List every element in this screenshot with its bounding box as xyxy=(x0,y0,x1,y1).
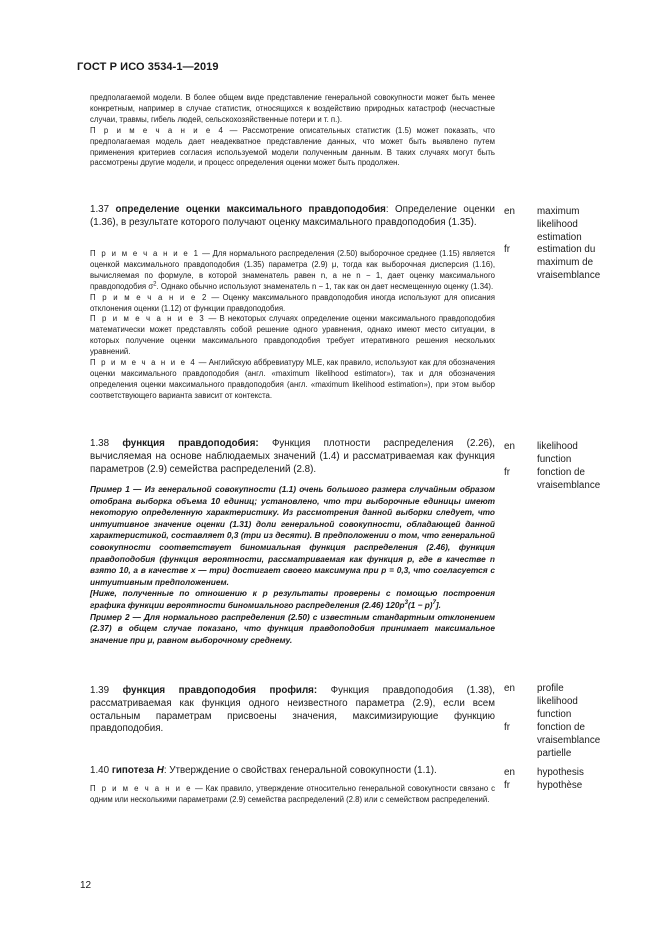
entry-1-40-notes xyxy=(90,784,495,806)
entry-1-37-note-2: П р и м е ч а н и е 2 — Оценку максимального правдоподобия иногда используют для описания отклонения оценки (1.12) от функции правдоподобия. xyxy=(90,292,495,313)
continuation-paragraph: предполагаемой модели. В более общем виде представление генеральной совокупности может быть менее конкретным, например в случае статистик, относящихся к воздействию природных катастроф (несчастные случаи, травмы, гибель людей, сельскохозяйственные потери и т. п.). xyxy=(90,93,495,124)
entry-1-38 xyxy=(90,438,495,476)
entry-1-37-note-3: П р и м е ч а н и е 3 — В некоторых случаях определение оценки максимального правдоподобия математически может представлять собой решение одного уравнения, однако имеют место ситуации, в которых получение оценки максимального правдоподобия требует итеративного решения нескольких уравнений. xyxy=(90,314,495,357)
entry-1-37-equivalent-fr: estimation du maximum de vraisemblance xyxy=(537,244,601,281)
entry-1-38-bracket-note: [Ниже, полученные по отношению к p результаты проверены с помощью построения графика функции вероятности биномиального распределения (2.46) $120p^3(1 - p)^7$]. xyxy=(90,588,495,610)
entry-1-37-note-4: П р и м е ч а н и е 4 — Английскую аббревиатуру MLE, как правило, используют как для обозначения оценки максимального правдоподобия (англ. «maximum likelihood estimator»), так и для обозначения определения оценки максимального правдоподобия (англ. «maximum likelihood estimation»), при этом выбор соответствующего варианта зависит от контекста. xyxy=(90,358,495,400)
continuation-block xyxy=(90,93,495,169)
entry-1-40-equivalent-en: hypothesis xyxy=(537,767,584,778)
entry-1-40-lang-fr: fr xyxy=(504,780,510,791)
entry-1-38-example-2: Пример 2 — Для нормального распределения (2.50) с известным стандартным отклонением (2.37) в общем случае показано, что функция правдоподобия принимает максимальное значение при μ, равном выборочному среднему. xyxy=(90,611,495,645)
entry-1-40-lang-en: en xyxy=(504,767,515,778)
entry-1-39-lang-fr: fr xyxy=(504,722,510,733)
entry-1-37-definition: 1.37 определение оценки максимального правдоподобия: Определение оценки (1.36), в результате которого получают оценку максимального правдоподобия (1.35). xyxy=(90,204,495,228)
entry-1-40-definition: 1.40 гипотеза H: Утверждение о свойствах генеральной совокупности (1.1). xyxy=(90,765,437,776)
entry-1-37-notes xyxy=(90,249,495,402)
entry-1-38-examples xyxy=(90,484,495,646)
continuation-note-4: П р и м е ч а н и е 4 — Рассмотрение описательных статистик (1.5) может показать, что предполагаемая модель дает неадекватное представление данных, что может быть выявлено путем применения критериев согласия используемой модели полученным данным. В таких случаях могут быть рассмотрены другие модели, и процесс определения оценки может быть продолжен. xyxy=(90,125,495,168)
entry-1-38-lang-en: en xyxy=(504,441,515,452)
entry-1-37-note-1: П р и м е ч а н и е 1 — Для нормального распределения (2.50) выборочное среднее (1.15) является оценкой максимального правдоподобия (1.35) параметра (2.9) μ, тогда как выборочная дисперсия (1.16), вычисляемая по формуле, в которой знаменатель равен n, а не n − 1, дает оценку максимального правдоподобия $\sigma^2$. Однако обычно используют знаменатель n − 1, так как он дает несмещенную оценку (1.34). xyxy=(90,249,495,291)
entry-1-38-equivalent-en: likelihood function xyxy=(537,441,578,465)
entry-1-40-note: П р и м е ч а н и е — Как правило, утверждение относительно генеральной совокупности связано с одним или несколькими параметрами (2.9) семейства распределений (2.8) или с семейством распределений. xyxy=(90,784,495,804)
entry-1-37-equivalent-en: maximum likelihood estimation xyxy=(537,206,582,243)
entry-1-38-definition: 1.38 функция правдоподобия: Функция плотности распределения (2.26), вычисляемая на основе наблюдаемых значений (1.4) и рассматриваемая как функция параметров (2.9) семейства распределений (2.8). xyxy=(90,438,495,475)
entry-1-38-example-1: Пример 1 — Из генеральной совокупности (1.1) очень большого размера случайным образом отобрана выборка объема 10 единиц; установлено, что три выборочные единицы имеют некоторую определенную характеристику. Из рассмотрения данной выборки следует, что интуитивное значение оценки (1.31) доли генеральной совокупности, обладающей данной характеристикой, составляет 0,3 (три из десяти). В предположении о том, что генеральной совокупности соответствует биномиальная функция распределения (2.46), функция правдоподобия (функция вероятности, рассматриваемая как функция p, где в качестве n взято 10, а в качестве x — три) достигает своего максимума при p = 0,3, что согласуется с интуитивным предположением. xyxy=(90,484,495,587)
page-header-standard-title: ГОСТ Р ИСО 3534-1—2019 xyxy=(77,61,219,73)
entry-1-39-equivalent-fr: fonction de vraisemblance partielle xyxy=(537,722,601,759)
entry-1-38-lang-fr: fr xyxy=(504,467,510,478)
entry-1-37-lang-fr: fr xyxy=(504,244,510,255)
entry-1-39-lang-en: en xyxy=(504,683,515,694)
page-number: 12 xyxy=(80,880,92,891)
entry-1-39 xyxy=(90,685,495,736)
entry-1-40-equivalent-fr: hypothèse xyxy=(537,780,583,791)
entry-1-39-equivalent-en: profile likelihood function xyxy=(537,683,578,720)
entry-1-37-lang-en: en xyxy=(504,206,515,217)
entry-1-40 xyxy=(90,765,495,778)
entry-1-38-equivalent-fr: fonction de vraisemblance xyxy=(537,467,601,491)
entry-1-37 xyxy=(90,204,495,230)
entry-1-39-definition: 1.39 функция правдоподобия профиля: Функция правдоподобия (1.38), рассматриваемая как функция одного неизвестного параметра (2.9), если всем остальным параметрам присвоены значения, максимизирующие функцию правдоподобия. xyxy=(90,685,495,735)
